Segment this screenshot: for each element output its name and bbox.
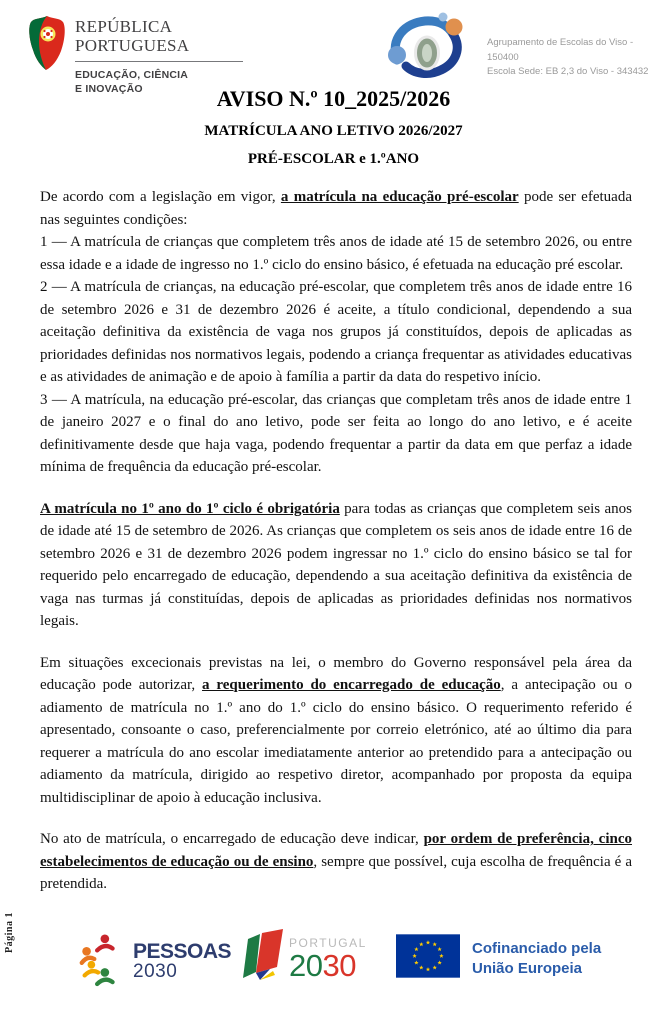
gov-shield-icon xyxy=(28,14,66,96)
paragraph-item-3: 3 — A matrícula, na educação pré-escolar, das crianças que completam três anos de idade entre 1 de janeiro 2027 e o final do ano letivo, pode ser feita ao longo do ano letivo, e é aceite definitivamente desde que haja vaga, podendo frequentar a partir da data em que perfaz a idade mínima de frequência da educação pré-escolar. xyxy=(40,391,632,475)
pessoas-2030-logo xyxy=(76,930,231,993)
republica-portuguesa-logo xyxy=(28,14,243,96)
eu-flag-icon xyxy=(396,934,460,983)
portugal-year: 2030 xyxy=(289,947,356,983)
eu-cofunding-line2: União Europeia xyxy=(472,959,583,977)
pessoas-2030-icon xyxy=(76,930,126,993)
school-logo-icon xyxy=(383,8,471,93)
gov-divider xyxy=(75,61,243,62)
funding-footer xyxy=(0,924,667,1006)
portugal-2030-logo xyxy=(240,926,367,991)
eu-cofunding-logo xyxy=(396,934,601,983)
gov-title-line1: REPÚBLICA xyxy=(75,17,173,36)
school-identification xyxy=(487,36,667,80)
notice-subtitle-1: MATRÍCULA ANO LETIVO 2026/2027 xyxy=(204,123,463,139)
pessoas-year: 2030 xyxy=(133,960,178,982)
pessoas-wordmark: PESSOAS xyxy=(133,939,232,963)
page-number: Página 1 xyxy=(4,912,15,953)
eu-cofunding-line1: Cofinanciado pela xyxy=(472,940,602,957)
notice-body xyxy=(40,186,632,896)
gov-dept-line2: E INOVAÇÃO xyxy=(75,82,143,95)
paragraph-item-2: 2 — A matrícula de crianças, na educação pré-escolar, que completem três anos de idade entre 16 de setembro 2026 e 31 de dezembro 2026 é aceite, a título condicional, dependendo a sua aceitação definitiva da existência de vaga nos grupos já constituídos, depois de aplicadas as prioridades definidas nos normativos legais, podendo a criança frequentar as atividades educativas e as atividades de animação e de apoio à família a partir da data do respetivo início. xyxy=(40,279,632,385)
notice-subtitle-2: PRÉ-ESCOLAR e 1.ºANO xyxy=(247,151,420,167)
paragraph-preferences: No ato de matrícula, o encarregado de educação deve indicar, por ordem de preferência, cinco estabelecimentos de educação ou de ensino, sempre que possível, cuja escolha de frequência é a pretendida. xyxy=(40,831,632,892)
school-seat: Escola Sede: EB 2,3 do Viso - 343432 xyxy=(487,66,649,78)
gov-wordmark xyxy=(75,14,243,96)
paragraph-first-year: A matrícula no 1º ano do 1º ciclo é obrigatória para todas as crianças que completem seis anos de idade até 15 de setembro de 2026. As crianças que completem os seis anos de idade entre 16 de setembro 2026 e 31 de dezembro 2026 podem ingressar no 1.º ciclo do ensino básico se tal for requerido pelo encarregado de educação, dependendo a sua aceitação definitiva da existência de vaga nas turmas já constituídas, depois de aplicadas as prioridades definidas nos normativos legais. xyxy=(40,500,632,629)
notice-title-block xyxy=(0,86,667,168)
paragraph-item-1: 1 — A matrícula de crianças que completem três anos de idade até 15 de setembro 2026, ou entre essa idade e a idade de ingresso no 1.º ciclo do ensino básico, é efetuada na educação pré escolar. xyxy=(40,234,632,273)
school-name: Agrupamento de Escolas do Viso - 150400 xyxy=(487,37,634,63)
gov-dept-line1: EDUCAÇÃO, CIÊNCIA xyxy=(75,69,189,82)
portugal-2030-flag-icon xyxy=(240,926,284,991)
gov-title-line2: PORTUGUESA xyxy=(75,36,190,56)
paragraph-intro: De acordo com a legislação em vigor, a matrícula na educação pré-escolar pode ser efetuada nas seguintes condições: xyxy=(40,189,632,228)
paragraph-exceptions: Em situações excecionais previstas na lei, o membro do Governo responsável pela área da educação pode autorizar, a requerimento do encarregado de educação, a antecipação ou o adiamento de matrícula no 1.º ano do 1.º ciclo do ensino básico. O requerimento referido é apresentado, consoante o caso, preferencialmente por correio eletrónico, até ao último dia para requerer a matrícula do ano escolar imediatamente anterior ao pretendido para a antecipação ou adiamento da matrícula, dirigido ao respetivo diretor, acompanhado por proposta da equipa multidisciplinar de apoio à educação inclusiva. xyxy=(40,654,632,806)
portugal-wordmark: PORTUGAL xyxy=(289,935,367,950)
notice-title: AVISO N.º 10_2025/2026 xyxy=(216,86,451,111)
